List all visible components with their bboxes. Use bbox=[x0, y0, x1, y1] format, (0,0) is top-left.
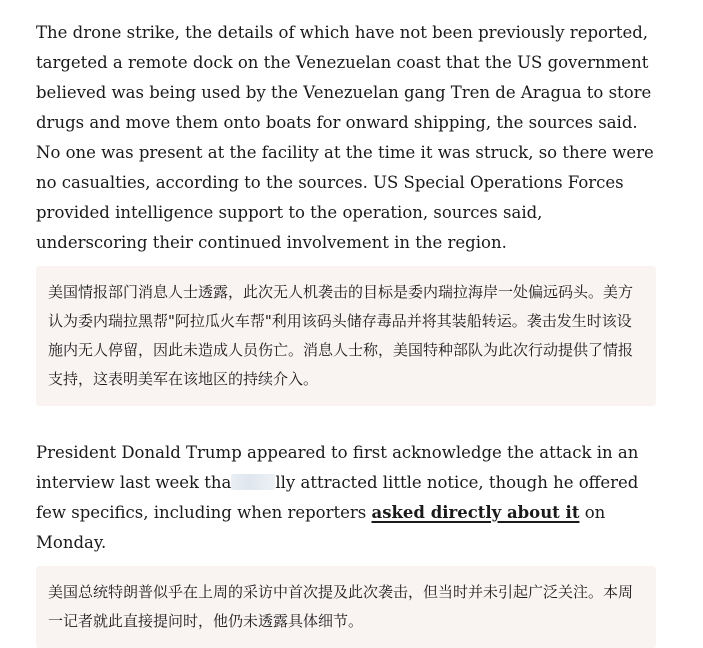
paragraph-2 bbox=[36, 438, 656, 558]
translation-text-1: 美国情报部门消息人士透露，此次无人机袭击的目标是委内瑞拉海岸一处偏远码头。美方认为委内瑞拉黑帮"阿拉瓜火车帮"利用该码头储存毒品并将其装船转运。袭击发生时该设施内无人停留，因此未造成人员伤亡。消息人士称，美国特种部队为此次行动提供了情报支持，这表明美军在该地区的持续介入。 bbox=[48, 283, 634, 388]
asked-directly-link[interactable]: asked directly about it bbox=[371, 503, 580, 522]
paragraph-1: The drone strike, the details of which have not been previously reported, targeted a remote dock on the Venezuelan coast that the US government believed was being used by the Venezuelan gang Tren de Aragua to store drugs and move them onto boats for onward shipping, the sources said. No one was present at the facility at the time it was struck, so there were no casualties, according to the sources. US Special Operations Forces provided intelligence support to the operation, sources said, underscoring their continued involvement in the region. bbox=[36, 23, 654, 252]
paragraph-2-text-a: President Donald Trump appeared to first acknowledge the attack in an interview last week tha bbox=[36, 443, 639, 492]
redaction-blur bbox=[231, 474, 275, 490]
article-body bbox=[36, 18, 656, 648]
paragraph-2-text-b: lly attracted little notice, though he offered few specifics, including when reporters bbox=[36, 473, 639, 522]
spacer bbox=[36, 406, 656, 438]
translation-box-1 bbox=[36, 266, 656, 406]
translation-box-2 bbox=[36, 566, 656, 648]
paragraph-2-text-c: on Monday. bbox=[36, 503, 606, 552]
translation-text-2: 美国总统特朗普似乎在上周的采访中首次提及此次袭击，但当时并未引起广泛关注。本周一记者就此直接提问时，他仍未透露具体细节。 bbox=[48, 583, 634, 630]
